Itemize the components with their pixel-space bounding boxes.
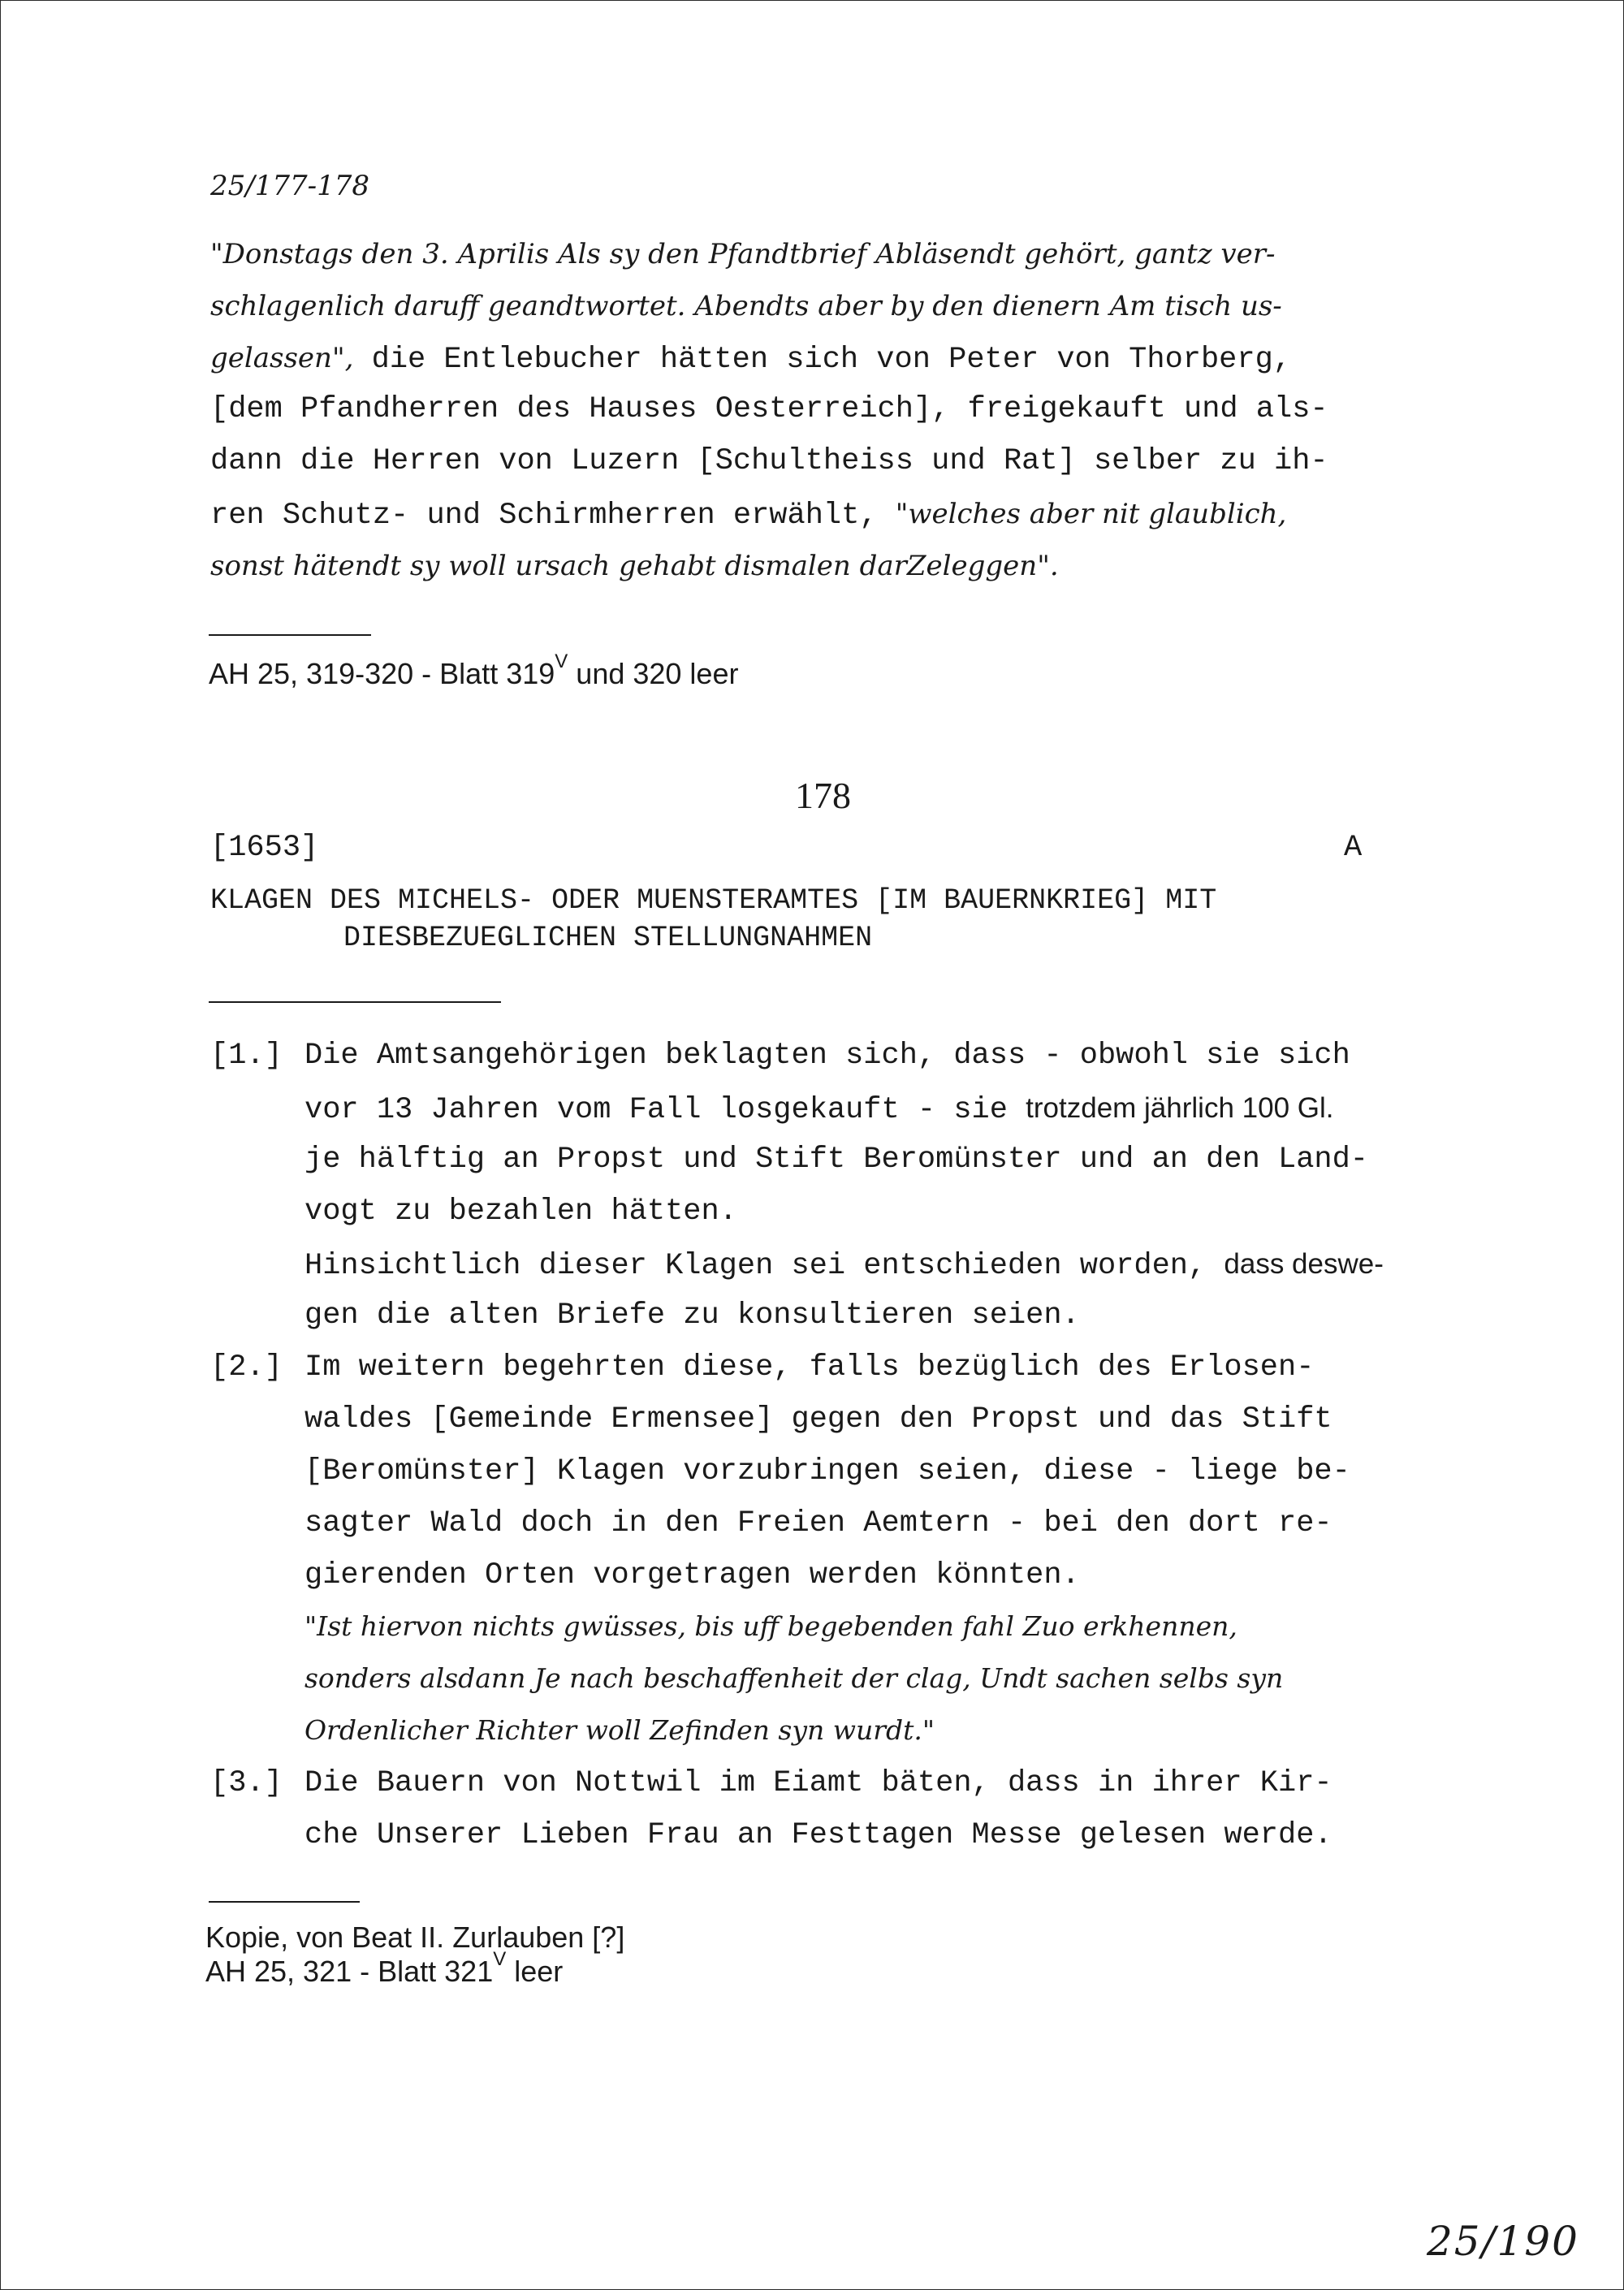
item-2-quote-line-1: "Ist hiervon nichts gwüsses, bis uff begebenden fahl Zuo erkhennen, xyxy=(304,1610,1237,1642)
footnote-line-2-text: AH 25, 321 - Blatt 321 xyxy=(205,1955,494,1988)
rule-divider-2 xyxy=(209,1001,501,1003)
intro-line-1: "Donstags den 3. Aprilis Als sy den Pfandtbrief Abläsendt gehört, gantz ver- xyxy=(210,238,1276,270)
item-2-quote-line-3: Ordenlicher Richter woll Zefinden syn wurdt." xyxy=(304,1714,935,1746)
document-title-line-2: DIESBEZUEGLICHEN STELLUNGNAHMEN xyxy=(343,922,873,954)
intro-line-5: dann die Herren von Luzern [Schultheiss und Rat] selber zu ih- xyxy=(210,444,1328,478)
source-note-1-superscript: V xyxy=(555,650,568,672)
item-1-number: [1.] xyxy=(210,1039,283,1073)
intro-line-3-text: die Entlebucher hätten sich von Peter von Thorberg, xyxy=(353,343,1291,377)
source-note-1-text: AH 25, 319-320 - Blatt 319 xyxy=(209,657,555,690)
source-note-1-rest: und 320 leer xyxy=(568,657,739,690)
source-note-1 xyxy=(209,650,739,691)
item-1-line-1: Die Amtsangehörigen beklagten sich, dass - obwohl sie sich xyxy=(304,1039,1350,1073)
item-1-line-2-a: vor 13 Jahren vom Fall losgekauft - sie xyxy=(304,1093,1026,1127)
intro-line-6 xyxy=(210,496,1286,533)
intro-line-3 xyxy=(210,340,1291,377)
header-reference: 25/177-178 xyxy=(210,170,369,202)
footnote-line-2-rest: leer xyxy=(506,1955,564,1988)
item-1-line-6: gen die alten Briefe zu konsultieren seien. xyxy=(304,1298,1080,1333)
item-1-line-2 xyxy=(304,1091,1333,1127)
item-1-line-3: je hälftig an Propst und Stift Beromünster und an den Land- xyxy=(304,1143,1369,1177)
rule-divider-3 xyxy=(209,1901,360,1903)
series-letter: A xyxy=(1344,831,1363,865)
item-2-quote-line-2: sonders alsdann Je nach beschaffenheit der clag, Undt sachen selbs syn xyxy=(304,1662,1284,1694)
footnote-line-2 xyxy=(205,1948,564,1989)
document-year: [1653] xyxy=(210,831,319,865)
item-1-line-4: vogt zu bezahlen hätten. xyxy=(304,1195,737,1229)
item-1-line-5-a: Hinsichtlich dieser Klagen sei entschieden worden, xyxy=(304,1249,1224,1283)
footnote-line-1: Kopie, von Beat II. Zurlauben [?] xyxy=(205,1921,625,1954)
footnote-superscript: V xyxy=(493,1948,507,1970)
intro-line-6-quote: "welches aber nit glaublich, xyxy=(895,498,1287,530)
item-2-line-5: gierenden Orten vorgetragen werden könnten. xyxy=(304,1558,1080,1592)
item-2-number: [2.] xyxy=(210,1350,283,1385)
item-2-line-2: waldes [Gemeinde Ermensee] gegen den Propst und das Stift xyxy=(304,1402,1332,1437)
item-2-line-1: Im weitern begehrten diese, falls bezüglich des Erlosen- xyxy=(304,1350,1315,1385)
item-3-line-1: Die Bauern von Nottwil im Eiamt bäten, dass in ihrer Kir- xyxy=(304,1766,1332,1800)
document-number: 178 xyxy=(795,775,851,816)
item-3-line-2: che Unserer Lieben Frau an Festtagen Messe gelesen werde. xyxy=(304,1818,1332,1852)
intro-line-6-text: ren Schutz- und Schirmherren erwählt, xyxy=(210,499,896,533)
item-1-line-5 xyxy=(304,1247,1384,1283)
item-2-line-4: sagter Wald doch in den Freien Aemtern - bei den dort re- xyxy=(304,1506,1332,1540)
item-3-number: [3.] xyxy=(210,1766,283,1800)
intro-line-7: sonst hätendt sy woll ursach gehabt dismalen darZeleggen". xyxy=(210,550,1059,582)
item-1-line-2-b: trotzdem jährlich 100 Gl. xyxy=(1026,1092,1334,1124)
item-2-line-3: [Beromünster] Klagen vorzubringen seien, diese - liege be- xyxy=(304,1454,1350,1488)
intro-line-2: schlagenlich daruff geandtwortet. Abendts aber by den dienern Am tisch us- xyxy=(210,290,1282,322)
handwritten-page-stamp: 25/190 xyxy=(1427,2218,1579,2265)
document-title-line-1: KLAGEN DES MICHELS- ODER MUENSTERAMTES [IM BAUERNKRIEG] MIT xyxy=(210,884,1217,917)
intro-line-3-quote: gelassen", xyxy=(210,342,354,374)
intro-line-4: [dem Pfandherren des Hauses Oesterreich], freigekauft und als- xyxy=(210,392,1328,426)
item-1-line-5-b: dass deswe- xyxy=(1224,1248,1384,1280)
rule-divider-1 xyxy=(209,634,371,636)
